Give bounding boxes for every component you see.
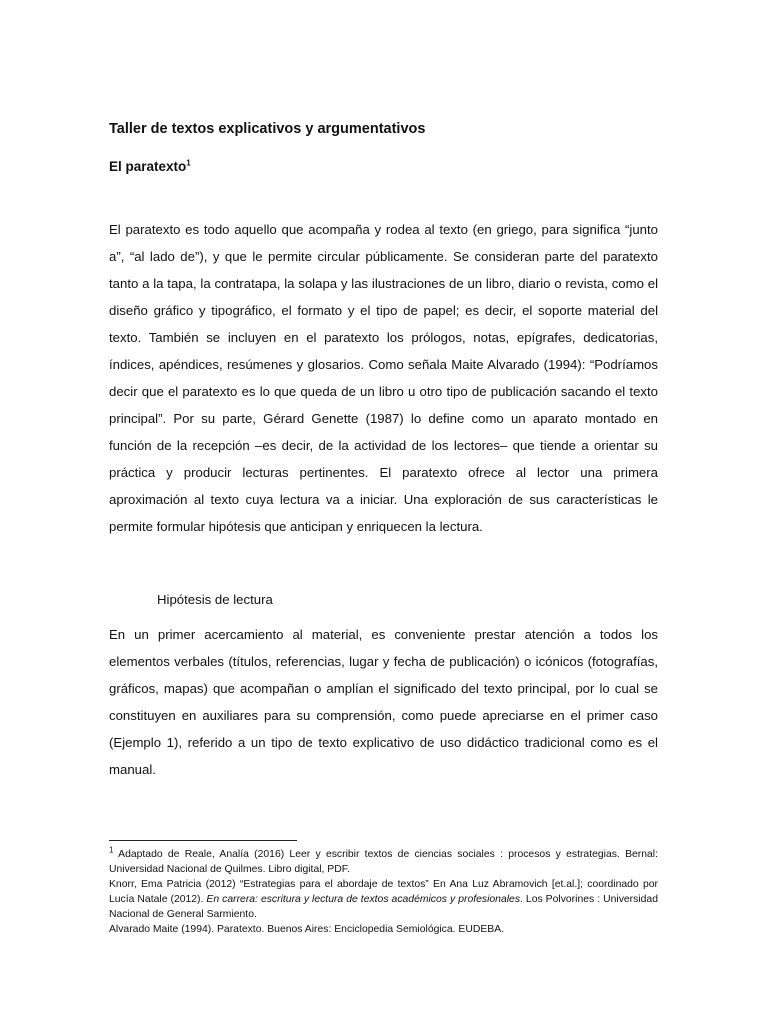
section-heading bbox=[109, 159, 191, 174]
footnote-3: Alvarado Maite (1994). Paratexto. Buenos Aires: Enciclopedia Semiológica. EUDEBA. bbox=[109, 924, 505, 935]
footnote-1-text: Adaptado de Reale, Analía (2016) Leer y escribir textos de ciencias sociales : procesos y estrategias. Bernal: Universidad Nacional de Quilmes. Libro digital, PDF. bbox=[109, 849, 658, 875]
footnote-2-prefix: Knorr, Ema Patricia (2012) “Estrategias para el abordaje de textos” En Ana Luz Abramovich [et.al.]; coordinado por Lucía Natale (2012). bbox=[109, 879, 658, 905]
section-heading-text: El paratexto bbox=[109, 159, 187, 174]
footnote-reference: 1 bbox=[186, 158, 191, 168]
document-title: Taller de textos explicativos y argumentativos bbox=[109, 121, 426, 137]
subheading-hipotesis: Hipótesis de lectura bbox=[157, 592, 273, 607]
footnotes bbox=[109, 847, 658, 937]
paragraph-hipotesis: En un primer acercamiento al material, es conveniente prestar atención a todos los elementos verbales (títulos, referencias, lugar y fecha de publicación) o icónicos (fotografías, gráficos, mapas) que acompañan o amplían el significado del texto principal, por lo cual se constituyen en auxiliares para su comprensión, como puede apreciarse en el primer caso (Ejemplo 1), referido a un tipo de texto explicativo de uso didáctico tradicional como es el manual. bbox=[109, 627, 658, 777]
footnote-separator bbox=[109, 840, 297, 841]
footnote-2-suffix: . Los Polvorines : Universidad Nacional de General Sarmiento. bbox=[109, 894, 658, 920]
footnote-2 bbox=[109, 877, 658, 922]
footnote-mark: 1 bbox=[109, 845, 114, 855]
footnote-2-book-title: En carrera: escritura y lectura de textos académicos y profesionales bbox=[206, 894, 521, 905]
footnote-1 bbox=[109, 847, 658, 877]
paragraph-paratexto: El paratexto es todo aquello que acompaña y rodea al texto (en griego, para significa “junto a”, “al lado de”), y que le permite circular públicamente. Se consideran parte del paratexto tanto a la tapa, la contratapa, la solapa y las ilustraciones de un libro, diario o revista, como el diseño gráfico y tipográfico, el formato y el tipo de papel; es decir, el soporte material del texto. También se incluyen en el paratexto los prólogos, notas, epígrafes, dedicatorias, índices, apéndices, resúmenes y glosarios. Como señala Maite Alvarado (1994): “Podríamos decir que el paratexto es lo que queda de un libro u otro tipo de publicación sacando el texto principal”. Por su parte, Gérard Genette (1987) lo define como un aparato montado en función de la recepción –es decir, de la actividad de los lectores– que tiende a orientar su práctica y producir lecturas pertinentes. El paratexto ofrece al lector una primera aproximación al texto cuya lectura va a iniciar. Una exploración de sus características le permite formular hipótesis que anticipan y enriquecen la lectura. bbox=[109, 222, 658, 534]
